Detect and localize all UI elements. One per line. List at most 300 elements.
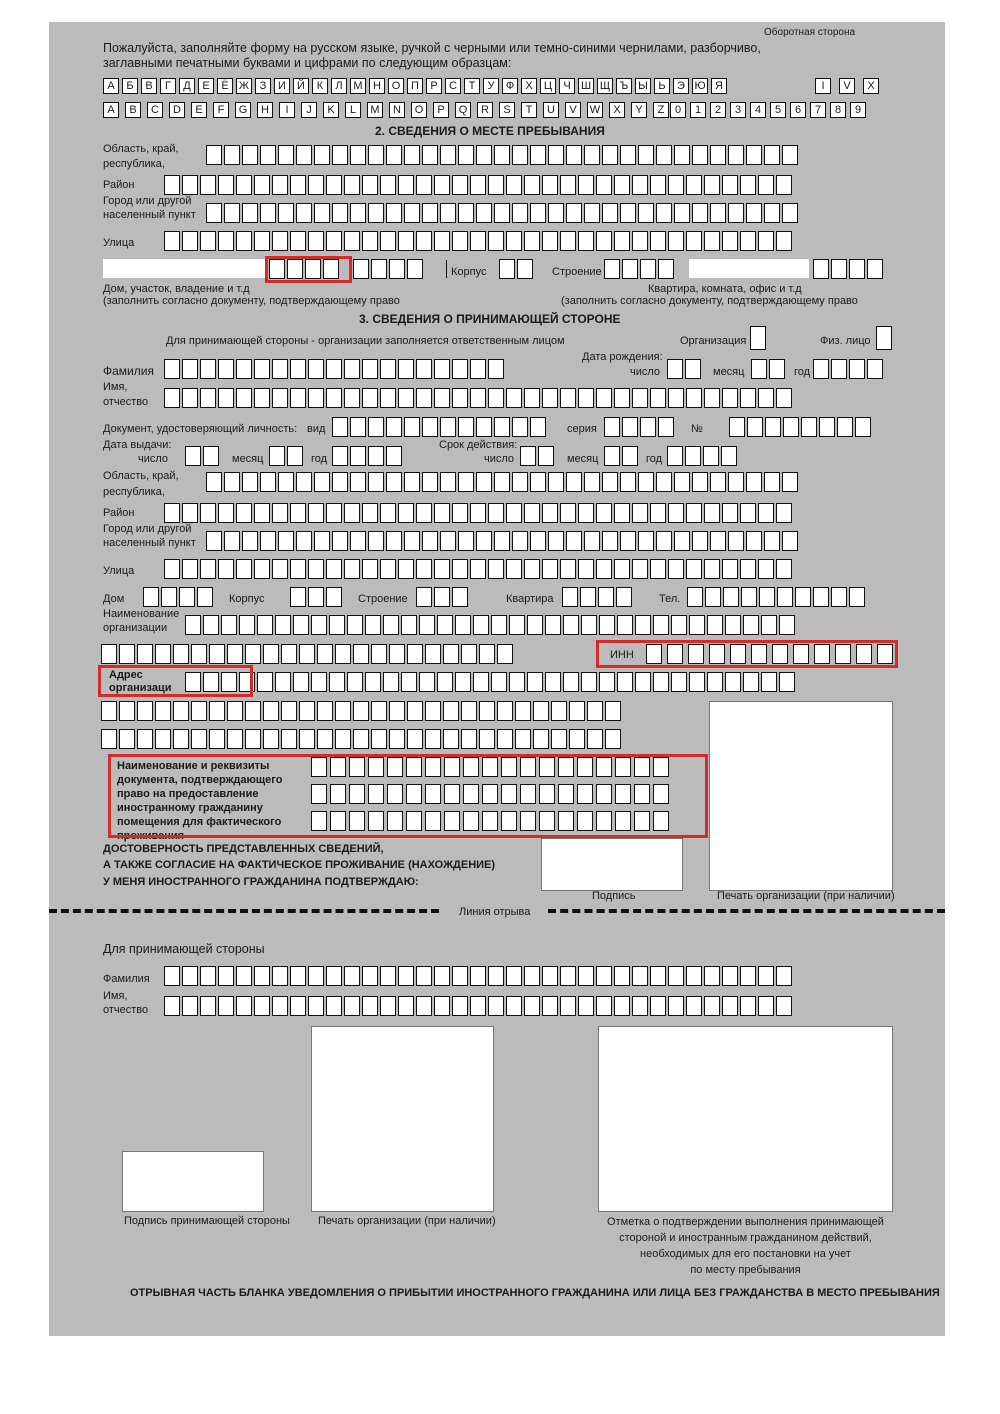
entry-cell[interactable] [740,503,756,523]
entry-cell[interactable] [422,417,438,437]
entry-cell[interactable] [185,446,201,466]
entry-cell[interactable] [326,966,342,986]
entry-cell[interactable] [650,966,666,986]
entry-cell[interactable] [476,145,492,165]
entry-cell[interactable] [353,729,369,749]
entry-cell[interactable] [599,615,615,635]
s3-valid-month-field[interactable] [604,446,638,466]
tear-stamp-box[interactable] [311,1026,494,1212]
entry-cell[interactable] [638,203,654,223]
entry-cell[interactable] [614,231,630,251]
entry-cell[interactable] [638,531,654,551]
entry-cell[interactable] [326,175,342,195]
entry-cell[interactable] [299,701,315,721]
entry-cell[interactable] [667,359,683,379]
entry-cell[interactable] [371,259,387,279]
entry-cell[interactable] [632,966,648,986]
entry-cell[interactable] [308,231,324,251]
entry-cell[interactable] [560,388,576,408]
entry-cell[interactable] [560,966,576,986]
entry-cell[interactable] [236,559,252,579]
entry-cell[interactable] [236,388,252,408]
entry-cell[interactable] [596,503,612,523]
entry-cell[interactable] [290,559,306,579]
entry-cell[interactable] [604,446,620,466]
entry-cell[interactable] [278,203,294,223]
entry-cell[interactable] [686,996,702,1016]
entry-cell[interactable] [344,996,360,1016]
entry-cell[interactable] [686,503,702,523]
entry-cell[interactable] [368,417,384,437]
s3-id-series-field[interactable] [604,417,674,437]
entry-cell[interactable] [254,966,270,986]
entry-cell[interactable] [347,672,363,692]
entry-cell[interactable] [656,145,672,165]
entry-cell[interactable] [488,359,504,379]
entry-cell[interactable] [704,996,720,1016]
entry-cell[interactable] [458,145,474,165]
entry-cell[interactable] [206,531,222,551]
entry-cell[interactable] [722,231,738,251]
entry-cell[interactable] [416,559,432,579]
entry-cell[interactable] [272,996,288,1016]
entry-cell[interactable] [527,672,543,692]
entry-cell[interactable] [622,417,638,437]
entry-cell[interactable] [569,729,585,749]
entry-cell[interactable] [494,531,510,551]
entry-cell[interactable] [404,531,420,551]
entry-cell[interactable] [653,615,669,635]
entry-cell[interactable] [389,701,405,721]
entry-cell[interactable] [710,145,726,165]
entry-cell[interactable] [602,145,618,165]
entry-cell[interactable] [782,203,798,223]
entry-cell[interactable] [461,729,477,749]
entry-cell[interactable] [710,531,726,551]
entry-cell[interactable] [705,587,721,607]
entry-cell[interactable] [380,559,396,579]
entry-cell[interactable] [581,672,597,692]
entry-cell[interactable] [419,615,435,635]
entry-cell[interactable] [317,701,333,721]
entry-cell[interactable] [242,145,258,165]
entry-cell[interactable] [587,701,603,721]
s3-surname-field[interactable] [164,359,504,379]
entry-cell[interactable] [437,615,453,635]
entry-cell[interactable] [380,175,396,195]
entry-cell[interactable] [476,417,492,437]
entry-cell[interactable] [236,966,252,986]
entry-cell[interactable] [470,996,486,1016]
entry-cell[interactable] [317,729,333,749]
entry-cell[interactable] [332,472,348,492]
entry-cell[interactable] [224,531,240,551]
entry-cell[interactable] [425,729,441,749]
entry-cell[interactable] [245,729,261,749]
entry-cell[interactable] [452,359,468,379]
entry-cell[interactable] [371,644,387,664]
entry-cell[interactable] [455,615,471,635]
entry-cell[interactable] [254,388,270,408]
entry-cell[interactable] [746,145,762,165]
entry-cell[interactable] [599,672,615,692]
entry-cell[interactable] [308,503,324,523]
entry-cell[interactable] [545,615,561,635]
entry-cell[interactable] [314,472,330,492]
entry-cell[interactable] [326,587,342,607]
entry-cell[interactable] [452,966,468,986]
s2-building-field[interactable] [499,259,533,279]
entry-cell[interactable] [290,175,306,195]
entry-cell[interactable] [470,231,486,251]
entry-cell[interactable] [758,559,774,579]
entry-cell[interactable] [632,388,648,408]
entry-cell[interactable] [656,203,672,223]
entry-cell[interactable] [254,559,270,579]
entry-cell[interactable] [404,472,420,492]
entry-cell[interactable] [344,231,360,251]
entry-cell[interactable] [257,615,273,635]
entry-cell[interactable] [704,559,720,579]
entry-cell[interactable] [383,615,399,635]
entry-cell[interactable] [497,644,513,664]
entry-cell[interactable] [795,587,811,607]
entry-cell[interactable] [704,388,720,408]
entry-cell[interactable] [614,966,630,986]
entry-cell[interactable] [335,644,351,664]
entry-cell[interactable] [332,531,348,551]
s3-individual-checkbox[interactable] [876,326,892,350]
entry-cell[interactable] [200,996,216,1016]
entry-cell[interactable] [362,996,378,1016]
entry-cell[interactable] [722,388,738,408]
s2-structure-field[interactable] [604,259,674,279]
s3-issue-year-field[interactable] [332,446,402,466]
entry-cell[interactable] [182,359,198,379]
entry-cell[interactable] [404,203,420,223]
entry-cell[interactable] [182,559,198,579]
entry-cell[interactable] [371,701,387,721]
entry-cell[interactable] [326,996,342,1016]
s3-org-address-field-3[interactable] [101,729,621,749]
s2-district-field[interactable] [164,175,792,195]
entry-cell[interactable] [764,203,780,223]
entry-cell[interactable] [566,472,582,492]
entry-cell[interactable] [119,644,135,664]
entry-cell[interactable] [758,996,774,1016]
entry-cell[interactable] [425,644,441,664]
entry-cell[interactable] [308,966,324,986]
entry-cell[interactable] [746,531,762,551]
entry-cell[interactable] [401,615,417,635]
entry-cell[interactable] [801,417,817,437]
s3-phone-field[interactable] [687,587,865,607]
entry-cell[interactable] [440,531,456,551]
entry-cell[interactable] [254,503,270,523]
entry-cell[interactable] [578,966,594,986]
entry-cell[interactable] [416,388,432,408]
s2-street-field[interactable] [164,231,792,251]
entry-cell[interactable] [704,503,720,523]
entry-cell[interactable] [416,175,432,195]
s3-valid-day-field[interactable] [520,446,554,466]
entry-cell[interactable] [656,531,672,551]
entry-cell[interactable] [497,701,513,721]
entry-cell[interactable] [779,672,795,692]
entry-cell[interactable] [635,615,651,635]
s3-house-field[interactable] [143,587,213,607]
entry-cell[interactable] [783,417,799,437]
s2-region-field[interactable] [206,145,798,165]
entry-cell[interactable] [443,644,459,664]
entry-cell[interactable] [263,644,279,664]
entry-cell[interactable] [710,203,726,223]
entry-cell[interactable] [260,145,276,165]
entry-cell[interactable] [164,966,180,986]
entry-cell[interactable] [530,145,546,165]
entry-cell[interactable] [137,701,153,721]
entry-cell[interactable] [344,359,360,379]
entry-cell[interactable] [326,359,342,379]
entry-cell[interactable] [849,259,865,279]
entry-cell[interactable] [398,966,414,986]
entry-cell[interactable] [723,587,739,607]
entry-cell[interactable] [398,231,414,251]
entry-cell[interactable] [404,417,420,437]
entry-cell[interactable] [764,531,780,551]
s3-id-type-field[interactable] [332,417,546,437]
entry-cell[interactable] [314,145,330,165]
entry-cell[interactable] [728,531,744,551]
entry-cell[interactable] [182,388,198,408]
entry-cell[interactable] [434,359,450,379]
entry-cell[interactable] [452,587,468,607]
entry-cell[interactable] [308,359,324,379]
entry-cell[interactable] [779,615,795,635]
entry-cell[interactable] [452,388,468,408]
entry-cell[interactable] [614,503,630,523]
entry-cell[interactable] [769,359,785,379]
entry-cell[interactable] [101,644,117,664]
entry-cell[interactable] [101,701,117,721]
entry-cell[interactable] [362,388,378,408]
entry-cell[interactable] [434,175,450,195]
entry-cell[interactable] [386,203,402,223]
entry-cell[interactable] [867,259,883,279]
s3-district-field[interactable] [164,503,792,523]
entry-cell[interactable] [200,175,216,195]
entry-cell[interactable] [470,559,486,579]
s3-org-address-field-2[interactable] [101,701,621,721]
entry-cell[interactable] [182,503,198,523]
entry-cell[interactable] [725,672,741,692]
entry-cell[interactable] [362,966,378,986]
entry-cell[interactable] [473,615,489,635]
entry-cell[interactable] [650,231,666,251]
entry-cell[interactable] [296,472,312,492]
entry-cell[interactable] [401,672,417,692]
entry-cell[interactable] [362,359,378,379]
entry-cell[interactable] [776,175,792,195]
entry-cell[interactable] [596,559,612,579]
entry-cell[interactable] [506,175,522,195]
entry-cell[interactable] [560,175,576,195]
entry-cell[interactable] [365,672,381,692]
entry-cell[interactable] [206,472,222,492]
entry-cell[interactable] [542,388,558,408]
entry-cell[interactable] [488,503,504,523]
entry-cell[interactable] [545,672,561,692]
entry-cell[interactable] [747,417,763,437]
entry-cell[interactable] [704,966,720,986]
entry-cell[interactable] [542,559,558,579]
entry-cell[interactable] [200,231,216,251]
entry-cell[interactable] [725,615,741,635]
entry-cell[interactable] [353,701,369,721]
entry-cell[interactable] [368,531,384,551]
entry-cell[interactable] [371,729,387,749]
entry-cell[interactable] [658,417,674,437]
entry-cell[interactable] [386,531,402,551]
entry-cell[interactable] [452,503,468,523]
entry-cell[interactable] [638,145,654,165]
entry-cell[interactable] [278,472,294,492]
entry-cell[interactable] [239,615,255,635]
entry-cell[interactable] [326,559,342,579]
entry-cell[interactable] [191,701,207,721]
entry-cell[interactable] [155,644,171,664]
entry-cell[interactable] [782,472,798,492]
entry-cell[interactable] [578,231,594,251]
entry-cell[interactable] [640,417,656,437]
entry-cell[interactable] [344,503,360,523]
entry-cell[interactable] [293,615,309,635]
entry-cell[interactable] [764,472,780,492]
entry-cell[interactable] [867,359,883,379]
entry-cell[interactable] [317,644,333,664]
entry-cell[interactable] [164,996,180,1016]
s3-region-field[interactable] [206,472,798,492]
entry-cell[interactable] [416,996,432,1016]
entry-cell[interactable] [722,503,738,523]
s3-birth-year-field[interactable] [813,359,883,379]
entry-cell[interactable] [692,203,708,223]
entry-cell[interactable] [584,145,600,165]
entry-cell[interactable] [580,587,596,607]
entry-cell[interactable] [329,672,345,692]
entry-cell[interactable] [667,446,683,466]
entry-cell[interactable] [164,175,180,195]
s2-apartment-free-field[interactable] [689,259,809,278]
entry-cell[interactable] [452,231,468,251]
s3-name-field[interactable] [164,388,792,408]
entry-cell[interactable] [692,531,708,551]
entry-cell[interactable] [488,175,504,195]
entry-cell[interactable] [758,503,774,523]
entry-cell[interactable] [530,472,546,492]
entry-cell[interactable] [257,672,273,692]
entry-cell[interactable] [350,531,366,551]
entry-cell[interactable] [368,446,384,466]
entry-cell[interactable] [494,203,510,223]
entry-cell[interactable] [185,615,201,635]
entry-cell[interactable] [488,231,504,251]
entry-cell[interactable] [515,701,531,721]
entry-cell[interactable] [389,729,405,749]
entry-cell[interactable] [488,996,504,1016]
entry-cell[interactable] [497,729,513,749]
entry-cell[interactable] [640,259,656,279]
entry-cell[interactable] [386,145,402,165]
entry-cell[interactable] [620,145,636,165]
entry-cell[interactable] [404,145,420,165]
entry-cell[interactable] [650,388,666,408]
entry-cell[interactable] [668,175,684,195]
entry-cell[interactable] [344,388,360,408]
entry-cell[interactable] [272,559,288,579]
entry-cell[interactable] [548,145,564,165]
entry-cell[interactable] [218,175,234,195]
entry-cell[interactable] [512,203,528,223]
s2-house-free-field[interactable] [103,259,266,278]
entry-cell[interactable] [849,587,865,607]
entry-cell[interactable] [849,359,865,379]
entry-cell[interactable] [776,503,792,523]
s2-house-field-extra[interactable] [353,259,423,279]
entry-cell[interactable] [479,701,495,721]
entry-cell[interactable] [765,417,781,437]
s3-issue-month-field[interactable] [269,446,303,466]
entry-cell[interactable] [440,145,456,165]
entry-cell[interactable] [254,996,270,1016]
entry-cell[interactable] [605,729,621,749]
entry-cell[interactable] [311,672,327,692]
entry-cell[interactable] [746,203,762,223]
entry-cell[interactable] [584,203,600,223]
entry-cell[interactable] [687,587,703,607]
entry-cell[interactable] [563,672,579,692]
entry-cell[interactable] [560,231,576,251]
entry-cell[interactable] [632,231,648,251]
entry-cell[interactable] [548,203,564,223]
entry-cell[interactable] [740,966,756,986]
entry-cell[interactable] [488,966,504,986]
entry-cell[interactable] [855,417,871,437]
entry-cell[interactable] [443,729,459,749]
entry-cell[interactable] [290,388,306,408]
entry-cell[interactable] [224,145,240,165]
entry-cell[interactable] [182,966,198,986]
entry-cell[interactable] [632,175,648,195]
entry-cell[interactable] [602,472,618,492]
entry-cell[interactable] [710,472,726,492]
entry-cell[interactable] [218,503,234,523]
entry-cell[interactable] [560,503,576,523]
entry-cell[interactable] [491,672,507,692]
entry-cell[interactable] [741,587,757,607]
entry-cell[interactable] [476,531,492,551]
entry-cell[interactable] [782,145,798,165]
entry-cell[interactable] [275,672,291,692]
entry-cell[interactable] [758,231,774,251]
entry-cell[interactable] [746,472,762,492]
entry-cell[interactable] [455,672,471,692]
entry-cell[interactable] [203,615,219,635]
tear-name-field[interactable] [164,996,792,1016]
entry-cell[interactable] [542,175,558,195]
entry-cell[interactable] [674,203,690,223]
entry-cell[interactable] [218,996,234,1016]
